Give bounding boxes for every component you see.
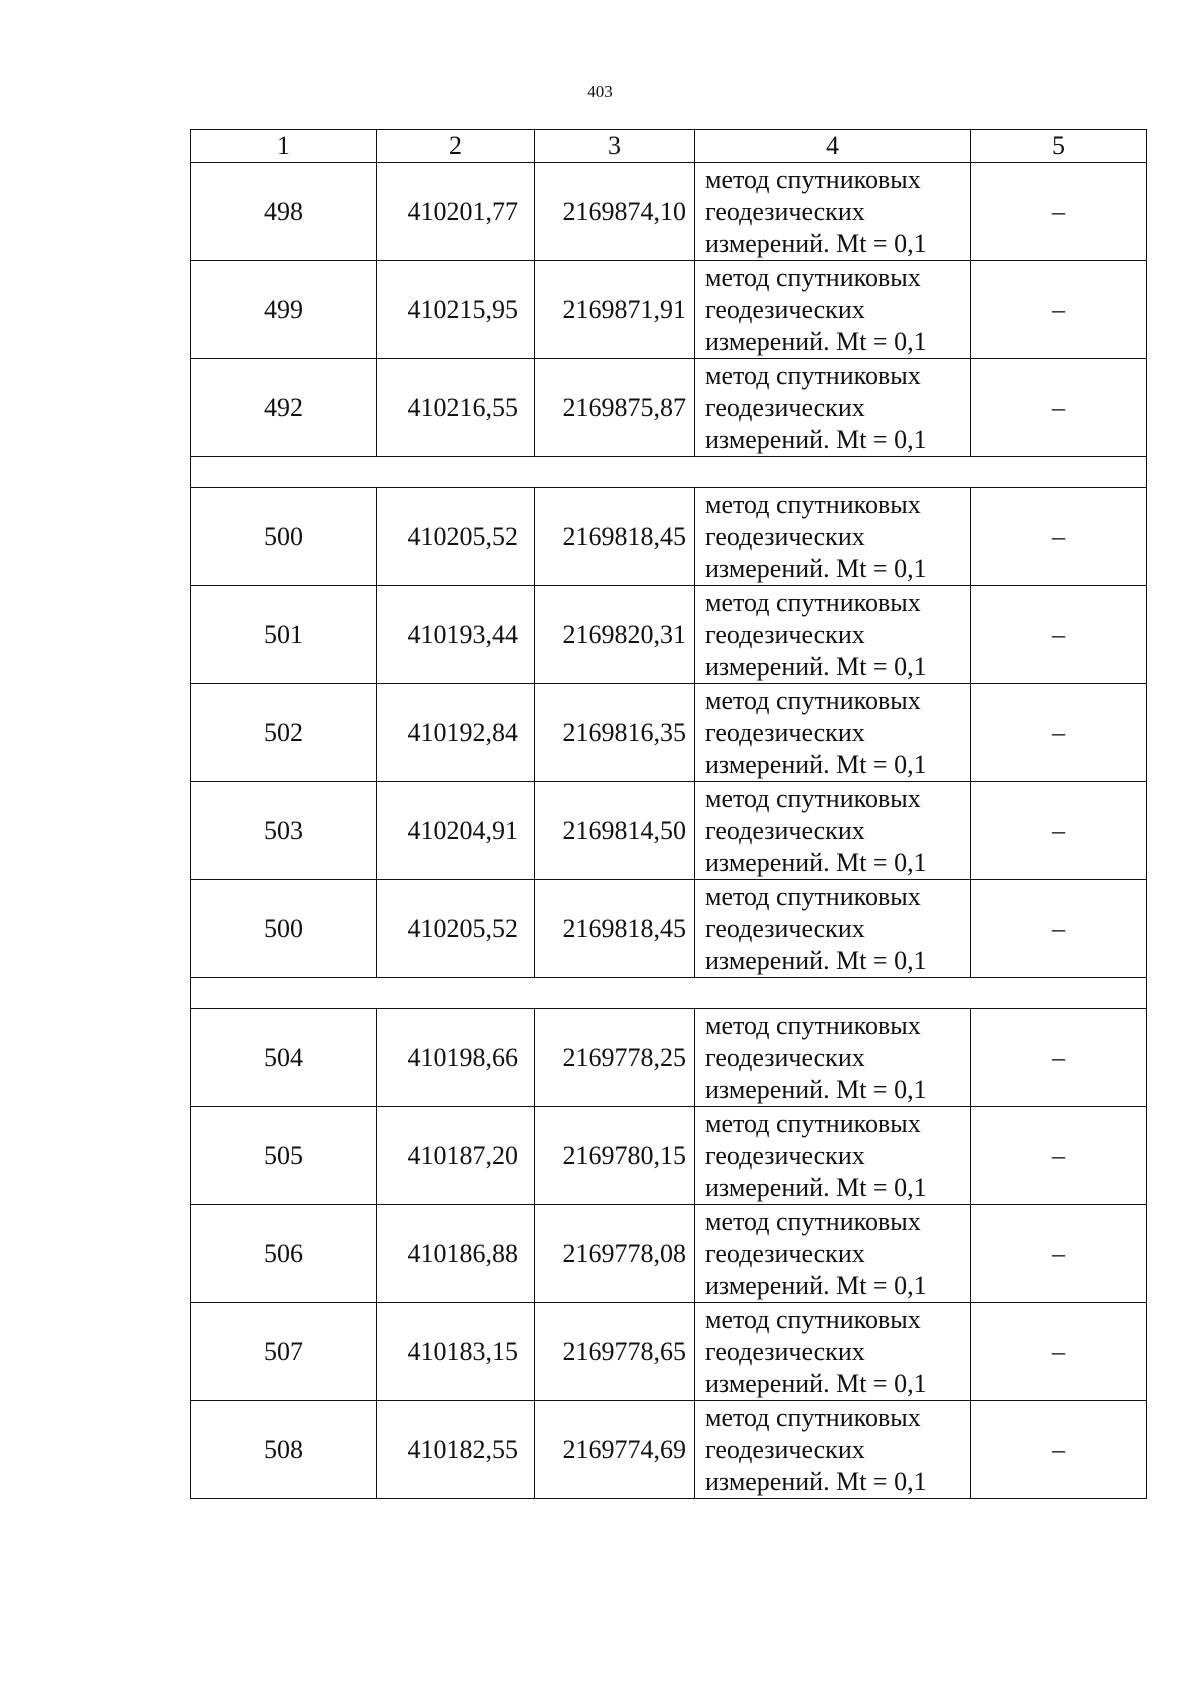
point-number-cell: 505 — [191, 1107, 377, 1205]
table-row — [191, 163, 1147, 261]
table-row — [191, 782, 1147, 880]
note-cell: – — [971, 488, 1147, 586]
note-cell: – — [971, 1303, 1147, 1401]
method-line: метод спутниковых — [705, 587, 921, 617]
point-number-cell: 500 — [191, 488, 377, 586]
y-coordinate-cell: 2169778,25 — [535, 1009, 695, 1107]
method-line: измерений. Mt = 0,1 — [705, 228, 927, 258]
x-coordinate-cell: 410198,66 — [377, 1009, 535, 1107]
note-cell: – — [971, 1401, 1147, 1499]
y-coordinate-cell: 2169778,08 — [535, 1205, 695, 1303]
method-cell — [695, 1303, 971, 1401]
separator-cell — [191, 978, 1147, 1009]
y-coordinate-cell: 2169875,87 — [535, 359, 695, 457]
note-cell: – — [971, 1205, 1147, 1303]
note-cell: – — [971, 782, 1147, 880]
x-coordinate-cell: 410187,20 — [377, 1107, 535, 1205]
method-line: измерений. Mt = 0,1 — [705, 945, 927, 975]
page-number: 403 — [587, 82, 613, 101]
method-line: метод спутниковых — [705, 783, 921, 813]
table-row — [191, 684, 1147, 782]
method-cell — [695, 1205, 971, 1303]
y-coordinate-cell: 2169818,45 — [535, 880, 695, 978]
point-number-cell: 492 — [191, 359, 377, 457]
method-cell — [695, 1107, 971, 1205]
method-line: метод спутниковых — [705, 685, 921, 715]
column-header-4: 4 — [695, 130, 971, 163]
x-coordinate-cell: 410193,44 — [377, 586, 535, 684]
note-cell: – — [971, 586, 1147, 684]
note-cell: – — [971, 163, 1147, 261]
method-line: измерений. Mt = 0,1 — [705, 553, 927, 583]
method-line: метод спутниковых — [705, 1304, 921, 1334]
method-line: геодезических — [705, 1434, 865, 1464]
y-coordinate-cell: 2169871,91 — [535, 261, 695, 359]
note-cell: – — [971, 880, 1147, 978]
method-line: измерений. Mt = 0,1 — [705, 749, 927, 779]
table-row — [191, 359, 1147, 457]
separator-cell — [191, 457, 1147, 488]
method-line: геодезических — [705, 717, 865, 747]
method-line: геодезических — [705, 619, 865, 649]
y-coordinate-cell: 2169820,31 — [535, 586, 695, 684]
method-line: измерений. Mt = 0,1 — [705, 847, 927, 877]
method-line: метод спутниковых — [705, 489, 921, 519]
method-line: измерений. Mt = 0,1 — [705, 1074, 927, 1104]
method-line: метод спутниковых — [705, 1402, 921, 1432]
method-line: измерений. Mt = 0,1 — [705, 1270, 927, 1300]
note-cell: – — [971, 1107, 1147, 1205]
y-coordinate-cell: 2169814,50 — [535, 782, 695, 880]
method-line: геодезических — [705, 1336, 865, 1366]
coordinates-table-body — [191, 130, 1147, 1499]
method-line: измерений. Mt = 0,1 — [705, 424, 927, 454]
point-number-cell: 506 — [191, 1205, 377, 1303]
method-line: измерений. Mt = 0,1 — [705, 1172, 927, 1202]
method-line: геодезических — [705, 196, 865, 226]
column-header-3: 3 — [535, 130, 695, 163]
method-line: геодезических — [705, 1140, 865, 1170]
method-cell — [695, 359, 971, 457]
column-header-1: 1 — [191, 130, 377, 163]
method-line: геодезических — [705, 1238, 865, 1268]
point-number-cell: 501 — [191, 586, 377, 684]
note-cell: – — [971, 359, 1147, 457]
y-coordinate-cell: 2169778,65 — [535, 1303, 695, 1401]
note-cell: – — [971, 1009, 1147, 1107]
table-header-row — [191, 130, 1147, 163]
table-row — [191, 1401, 1147, 1499]
table-row — [191, 1009, 1147, 1107]
method-line: метод спутниковых — [705, 360, 921, 390]
y-coordinate-cell: 2169818,45 — [535, 488, 695, 586]
y-coordinate-cell: 2169774,69 — [535, 1401, 695, 1499]
method-cell — [695, 1401, 971, 1499]
column-header-5: 5 — [971, 130, 1147, 163]
method-line: измерений. Mt = 0,1 — [705, 1466, 927, 1496]
contour-separator-row — [191, 457, 1147, 488]
method-line: геодезических — [705, 521, 865, 551]
note-cell: – — [971, 684, 1147, 782]
y-coordinate-cell: 2169874,10 — [535, 163, 695, 261]
method-line: метод спутниковых — [705, 881, 921, 911]
table-row — [191, 586, 1147, 684]
method-cell — [695, 488, 971, 586]
method-cell — [695, 163, 971, 261]
method-line: метод спутниковых — [705, 1010, 921, 1040]
table-row — [191, 1107, 1147, 1205]
method-line: геодезических — [705, 1042, 865, 1072]
column-header-2: 2 — [377, 130, 535, 163]
point-number-cell: 508 — [191, 1401, 377, 1499]
point-number-cell: 500 — [191, 880, 377, 978]
point-number-cell: 502 — [191, 684, 377, 782]
method-line: метод спутниковых — [705, 262, 921, 292]
note-cell: – — [971, 261, 1147, 359]
table-row — [191, 1205, 1147, 1303]
y-coordinate-cell: 2169780,15 — [535, 1107, 695, 1205]
table-row — [191, 1303, 1147, 1401]
method-cell — [695, 586, 971, 684]
method-cell — [695, 261, 971, 359]
x-coordinate-cell: 410201,77 — [377, 163, 535, 261]
point-number-cell: 499 — [191, 261, 377, 359]
point-number-cell: 498 — [191, 163, 377, 261]
method-line: геодезических — [705, 815, 865, 845]
x-coordinate-cell: 410204,91 — [377, 782, 535, 880]
table-row — [191, 261, 1147, 359]
method-cell — [695, 880, 971, 978]
x-coordinate-cell: 410205,52 — [377, 880, 535, 978]
point-number-cell: 504 — [191, 1009, 377, 1107]
coordinates-table — [190, 129, 1147, 1499]
point-number-cell: 507 — [191, 1303, 377, 1401]
x-coordinate-cell: 410182,55 — [377, 1401, 535, 1499]
method-cell — [695, 782, 971, 880]
method-cell — [695, 684, 971, 782]
method-line: метод спутниковых — [705, 1108, 921, 1138]
method-line: метод спутниковых — [705, 164, 921, 194]
x-coordinate-cell: 410205,52 — [377, 488, 535, 586]
method-line: геодезических — [705, 913, 865, 943]
x-coordinate-cell: 410183,15 — [377, 1303, 535, 1401]
method-line: геодезических — [705, 392, 865, 422]
x-coordinate-cell: 410215,95 — [377, 261, 535, 359]
y-coordinate-cell: 2169816,35 — [535, 684, 695, 782]
method-cell — [695, 1009, 971, 1107]
method-line: измерений. Mt = 0,1 — [705, 1368, 927, 1398]
method-line: измерений. Mt = 0,1 — [705, 326, 927, 356]
method-line: измерений. Mt = 0,1 — [705, 651, 927, 681]
point-number-cell: 503 — [191, 782, 377, 880]
method-line: метод спутниковых — [705, 1206, 921, 1236]
x-coordinate-cell: 410216,55 — [377, 359, 535, 457]
table-row — [191, 880, 1147, 978]
contour-separator-row — [191, 978, 1147, 1009]
method-line: геодезических — [705, 294, 865, 324]
x-coordinate-cell: 410192,84 — [377, 684, 535, 782]
x-coordinate-cell: 410186,88 — [377, 1205, 535, 1303]
table-row — [191, 488, 1147, 586]
